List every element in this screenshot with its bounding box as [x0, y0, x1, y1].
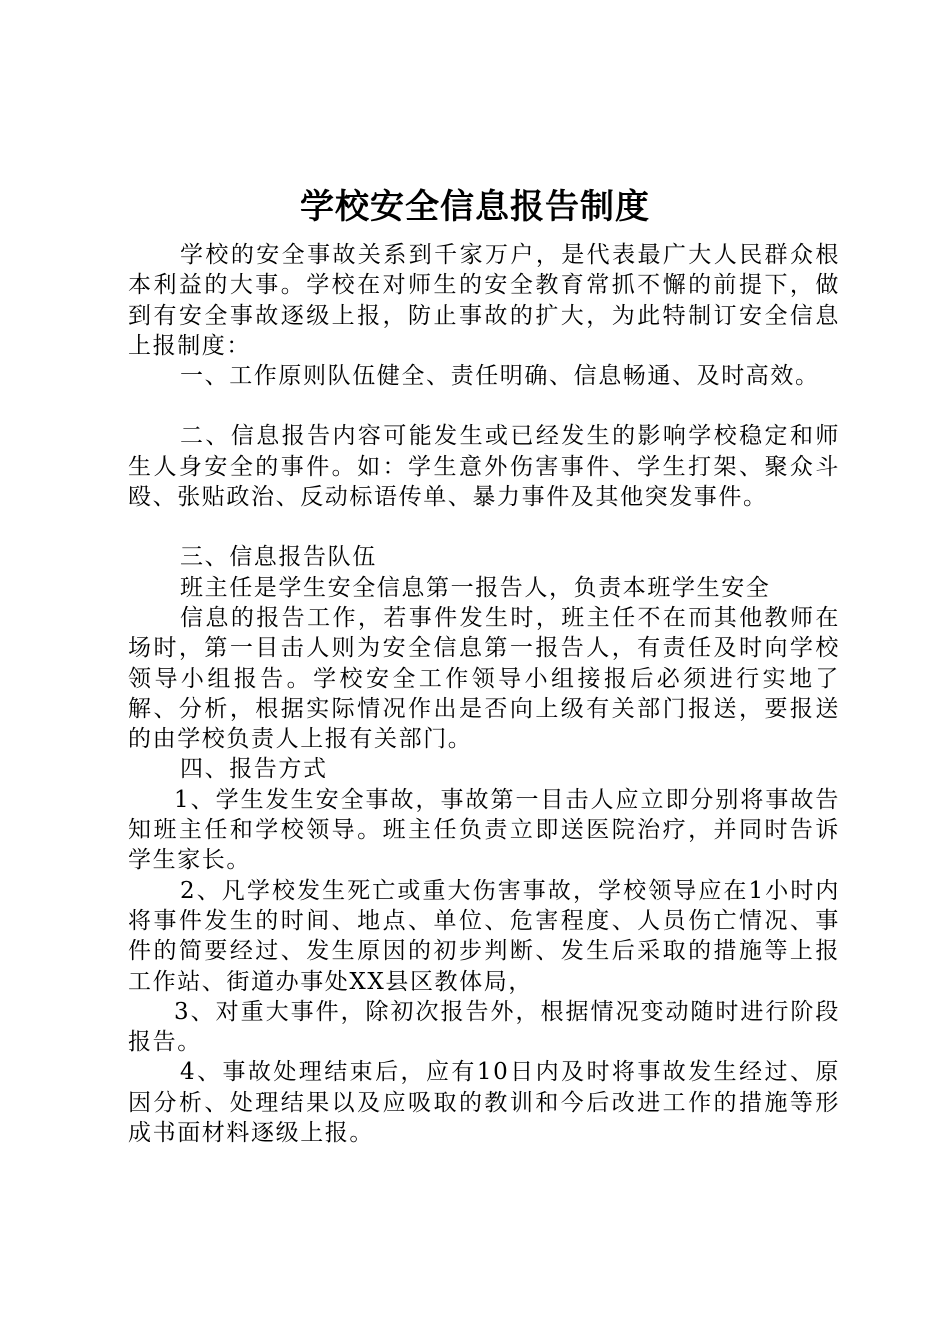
paragraph-section-4-heading: 四、报告方式: [180, 756, 328, 783]
document-body: [128, 240, 840, 1148]
paragraph-section-3-body: 信息的报告工作，若事件发生时，班主任不在而其他教师在场时，第一目击人则为安全信息第一报告人，有责任及时向学校领导小组报告。学校安全工作领导小组接报后必须进行实地了解、分析，根据实际情况作出是否向上级有关部门报送，要报送的由学校负责人上报有关部门。: [128, 604, 840, 753]
paragraph-section-1: 一、工作原则队伍健全、责任明确、信息畅通、及时高效。: [180, 363, 820, 390]
document-title: 学校安全信息报告制度: [300, 187, 650, 227]
paragraph-item-3: 3、对重大事件，除初次报告外，根据情况变动随时进行阶段报告。: [128, 998, 840, 1056]
paragraph-item-2: 2、凡学校发生死亡或重大伤害事故，学校领导应在1小时内将事件发生的时间、地点、单位、危害程度、人员伤亡情况、事件的简要经过、发生原因的初步判断、发生后采取的措施等上报工作站、街道办事处XX县区教体局，: [128, 877, 840, 995]
paragraph-intro: 学校的安全事故关系到千家万户，是代表最广大人民群众根本利益的大事。学校在对师生的安全教育常抓不懈的前提下，做到有安全事故逐级上报，防止事故的扩大，为此特制订安全信息上报制度：: [128, 242, 840, 359]
paragraph-section-3-line-1: 班主任是学生安全信息第一报告人，负责本班学生安全: [180, 574, 771, 601]
paragraph-item-4: 4、事故处理结束后，应有10日内及时将事故发生经过、原因分析、处理结果以及应吸取的教训和今后改进工作的措施等形成书面材料逐级上报。: [128, 1059, 840, 1147]
paragraph-gap: [128, 391, 840, 421]
paragraph-section-3-heading: 三、信息报告队伍: [180, 544, 377, 571]
paragraph-gap: [128, 512, 840, 542]
paragraph-section-2: 二、信息报告内容可能发生或已经发生的影响学校稳定和师生人身安全的事件。如：学生意外伤害事件、学生打架、聚众斗殴、张贴政治、反动标语传单、暴力事件及其他突发事件。: [128, 423, 840, 511]
paragraph-item-1: 1、学生发生安全事故，事故第一目击人应立即分别将事故告知班主任和学校领导。班主任负责立即送医院治疗，并同时告诉学生家长。: [128, 786, 840, 874]
